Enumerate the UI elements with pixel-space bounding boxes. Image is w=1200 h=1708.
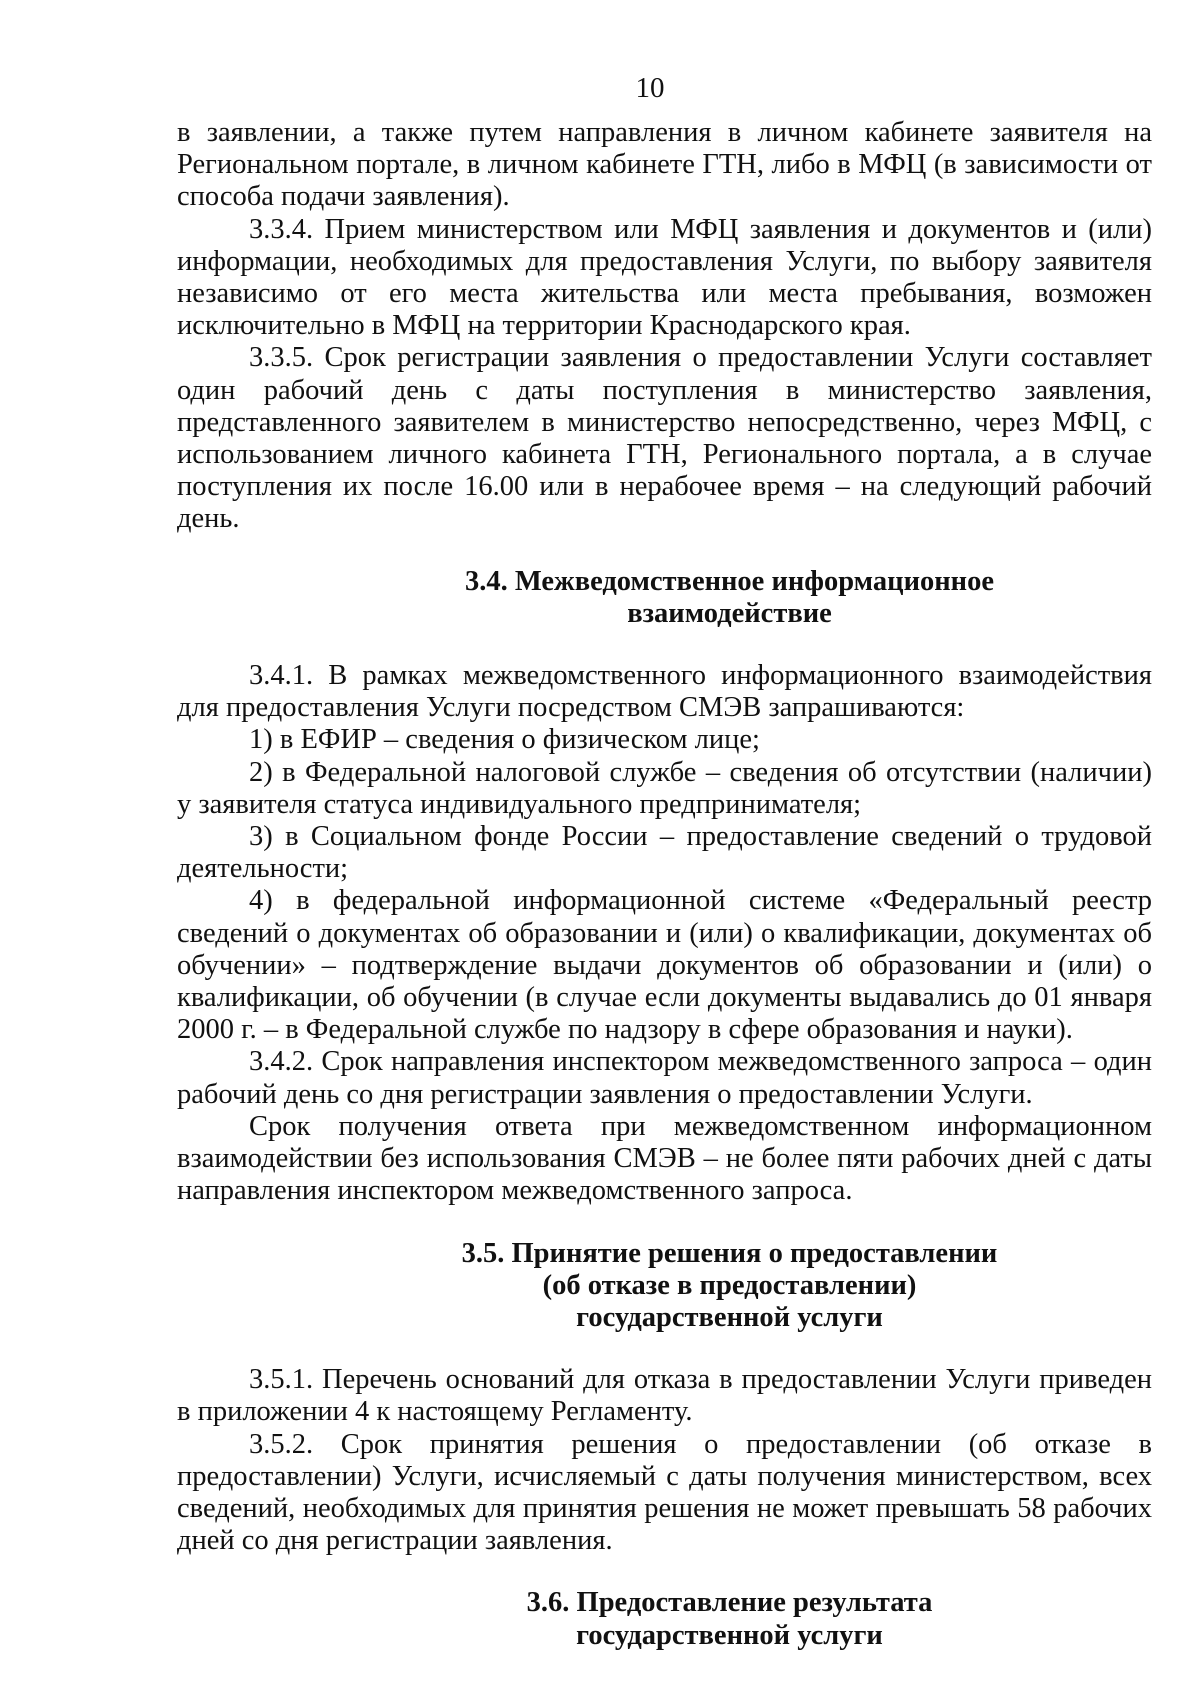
section-heading-3-4-line2: взаимодействие [627,597,832,629]
list-item-3: 3) в Социальном фонде России – предоставление сведений о трудовой деятельности; [177,821,1152,885]
paragraph-3-4-2: 3.4.2. Срок направления инспектором межведомственного запроса – один рабочий день со дня регистрации заявления о предоставлении Услуги. [177,1046,1152,1110]
paragraph-3-3-5: 3.3.5. Срок регистрации заявления о предоставлении Услуги составляет один рабочий день с даты поступления в министерство заявления, представленного заявителем в министерство непосредственно, через МФЦ, с использованием личного кабинета ГТН, Регионального портала, а в случае поступления их после 16.00 или в нерабочее время – на следующий рабочий день. [177,342,1152,535]
paragraph-3-5-2: 3.5.2. Срок принятия решения о предоставлении (об отказе в предоставлении) Услуги, исчисляемый с даты получения министерством, всех сведений, необходимых для принятия решения не может превышать 58 рабочих дней со дня регистрации заявления. [177,1428,1152,1557]
document-body [177,117,1152,1652]
section-heading-3-5-line3: государственной услуги [576,1301,883,1333]
list-item-1: 1) в ЕФИР – сведения о физическом лице; [249,724,760,756]
section-heading-3-5-line1: 3.5. Принятие решения о предоставлении [461,1237,998,1269]
paragraph-3-3-4: 3.3.4. Прием министерством или МФЦ заявления и документов и (или) информации, необходимых для предоставления Услуги, по выбору заявителя независимо от его места жительства или места пребывания, возможен исключительно в МФЦ на территории Краснодарского края. [177,213,1152,342]
paragraph-3-5-1: 3.5.1. Перечень оснований для отказа в предоставлении Услуги приведен в приложении 4 к настоящему Регламенту. [177,1364,1152,1428]
paragraph-continuation: в заявлении, а также путем направления в личном кабинете заявителя на Региональном портале, в личном кабинете ГТН, либо в МФЦ (в зависимости от способа подачи заявления). [177,117,1152,213]
list-item-2: 2) в Федеральной налоговой службе – сведения об отсутствии (наличии) у заявителя статуса индивидуального предпринимателя; [177,756,1152,820]
page-number: 10 [635,72,665,104]
section-heading-3-6-line2: государственной услуги [576,1619,883,1651]
section-heading-3-6-line1: 3.6. Предоставление результата [526,1587,933,1619]
list-item-4: 4) в федеральной информационной системе «Федеральный реестр сведений о документах об образовании и (или) о квалификации, документах об обучении» – подтверждение выдачи документов об образовании и (или) о квалификации, об обучении (в случае если документы выдавались до 01 января 2000 г. – в Федеральной службе по надзору в сфере образования и науки). [177,885,1152,1046]
section-heading-3-4-line1: 3.4. Межведомственное информационное [464,565,994,597]
section-heading-3-5-line2: (об отказе в предоставлении) [542,1269,917,1301]
paragraph-3-4-1: 3.4.1. В рамках межведомственного информационного взаимодействия для предоставления Услуги посредством СМЭВ запрашиваются: [177,660,1152,724]
paragraph-3-4-2-response: Срок получения ответа при межведомственном информационном взаимодействии без использования СМЭВ – не более пяти рабочих дней с даты направления инспектором межведомственного запроса. [177,1110,1152,1207]
